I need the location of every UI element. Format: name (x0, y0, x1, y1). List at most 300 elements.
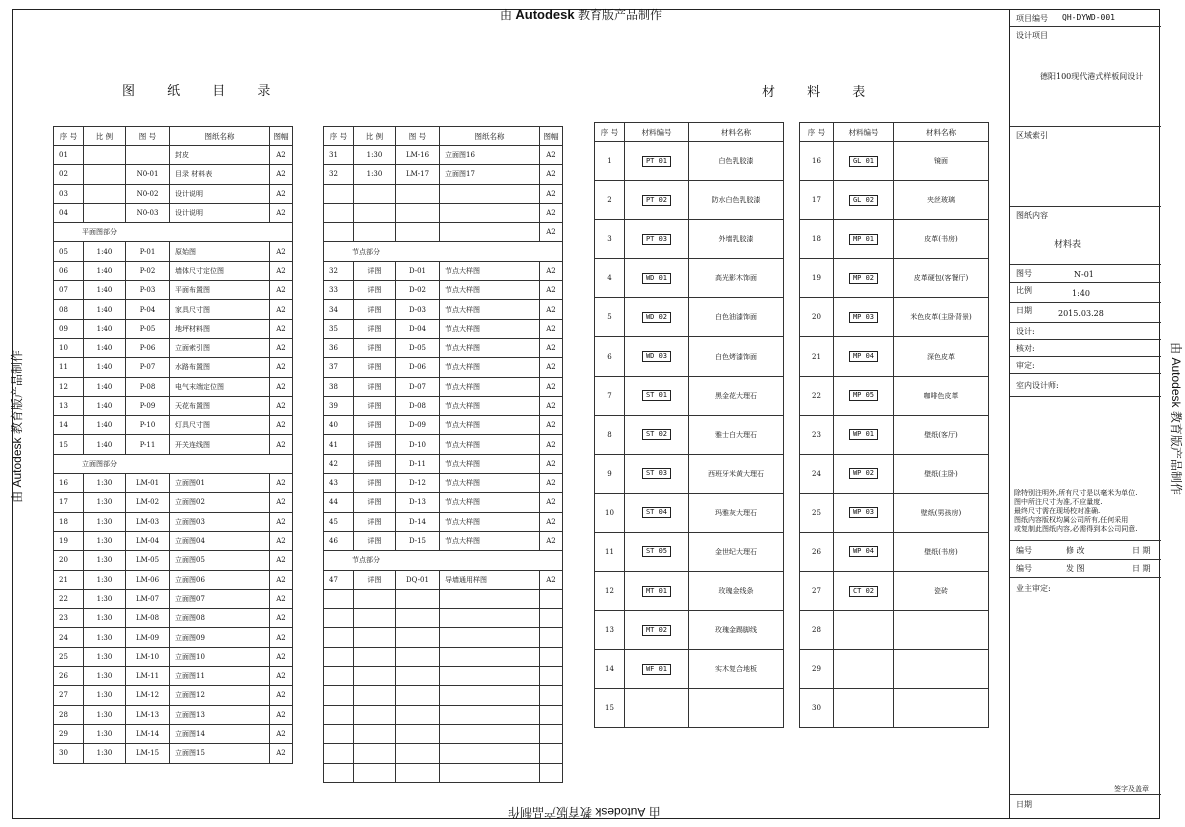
table-row (800, 220, 989, 259)
cell-no: 08 (54, 300, 84, 319)
notes-row (1010, 397, 1161, 541)
cell-size: A2 (540, 570, 563, 589)
table-row (595, 181, 784, 220)
cell-size: A2 (270, 358, 293, 377)
cell-scale: 1:30 (84, 551, 126, 570)
cell-code (396, 609, 440, 628)
designer-label: 室内设计师: (1016, 381, 1059, 390)
area-index-label: 区域索引 (1016, 131, 1048, 140)
material-code-tag: ST 05 (642, 546, 671, 557)
header-material-code: 材料编号 (834, 123, 894, 142)
material-code-tag: WD 01 (642, 273, 671, 284)
cell-no: 26 (800, 532, 834, 571)
cell-scale: 详图 (354, 261, 396, 280)
cell-size (540, 724, 563, 743)
revision-row (1010, 541, 1161, 560)
cell-material-code (625, 493, 689, 532)
table-row (324, 686, 563, 705)
cell-size: A2 (270, 474, 293, 493)
cell-no: 25 (54, 647, 84, 666)
cell-name: 节点大样图 (440, 377, 540, 396)
table-row (324, 184, 563, 203)
material-code-tag: MP 04 (849, 351, 878, 362)
cell-material-name (894, 650, 989, 689)
cell-scale: 详图 (354, 416, 396, 435)
cell-scale: 1:40 (84, 281, 126, 300)
area-index-row (1010, 127, 1161, 207)
cell-scale: 1:40 (84, 319, 126, 338)
table-row (324, 744, 563, 763)
cell-scale: 1:30 (354, 165, 396, 184)
cell-material-code (625, 376, 689, 415)
cell-material-name: 瓷砖 (894, 572, 989, 611)
cell-name: 立面图14 (170, 724, 270, 743)
cell-code: LM-14 (126, 724, 170, 743)
cell-no: 04 (54, 203, 84, 222)
cell-no (324, 223, 354, 242)
cell-material-name: 金世纪大理石 (689, 532, 784, 571)
table-row (324, 281, 563, 300)
material-code-tag: MT 01 (642, 586, 671, 597)
cell-size: A2 (540, 203, 563, 222)
final-date-label: 日期 (1016, 800, 1032, 809)
cell-code (396, 203, 440, 222)
table-row (54, 744, 293, 763)
note-line: 图中所注尺寸为准,不应量度. (1014, 498, 1103, 506)
cell-material-code (834, 493, 894, 532)
cell-name: 水路布置图 (170, 358, 270, 377)
cell-size: A2 (540, 358, 563, 377)
material-code-tag: GL 01 (849, 156, 878, 167)
cell-name (440, 223, 540, 242)
header-scale: 比 例 (354, 127, 396, 146)
cell-scale (354, 763, 396, 782)
cell-name: 节点大样图 (440, 531, 540, 550)
revision-date-label: 日 期 (1132, 546, 1151, 555)
cell-size: A2 (540, 454, 563, 473)
cell-no: 06 (54, 261, 84, 280)
cell-no: 39 (324, 396, 354, 415)
cell-size (540, 686, 563, 705)
cell-code: N0-01 (126, 165, 170, 184)
owner-approval-row (1010, 578, 1161, 795)
cell-size: A2 (270, 531, 293, 550)
cell-material-code (625, 532, 689, 571)
section-group-label: 立面图部分 (54, 454, 293, 473)
cell-code: P-08 (126, 377, 170, 396)
section-group-label: 节点部分 (324, 242, 563, 261)
cell-name: 立面图07 (170, 589, 270, 608)
cell-material-name (894, 689, 989, 728)
date-label: 日期 (1016, 306, 1032, 315)
cell-code: D-12 (396, 474, 440, 493)
cell-no: 4 (595, 259, 625, 298)
cell-no: 24 (54, 628, 84, 647)
cell-scale: 1:30 (84, 493, 126, 512)
cell-name: 设计说明 (170, 184, 270, 203)
cell-code: D-07 (396, 377, 440, 396)
cell-name (440, 744, 540, 763)
cell-code: D-02 (396, 281, 440, 300)
table-row (324, 165, 563, 184)
material-code-tag: PT 03 (642, 234, 671, 245)
material-table-left (594, 122, 784, 728)
table-row (324, 474, 563, 493)
cell-material-code (625, 611, 689, 650)
cell-no: 17 (800, 181, 834, 220)
table-row (54, 203, 293, 222)
material-code-tag: ST 03 (642, 468, 671, 479)
cell-name: 平面布置图 (170, 281, 270, 300)
cell-material-name: 玫瑰金踢脚线 (689, 611, 784, 650)
cell-material-name: 实木复合地板 (689, 650, 784, 689)
project-no-value: QH-DYWD-001 (1062, 13, 1115, 22)
final-date-row (1010, 795, 1161, 819)
cell-code: LM-09 (126, 628, 170, 647)
material-code-tag: WP 02 (849, 468, 878, 479)
cell-scale: 1:30 (84, 647, 126, 666)
cell-name: 节点大样图 (440, 338, 540, 357)
cell-no: 21 (800, 337, 834, 376)
design-project-label: 设计项目 (1016, 31, 1048, 40)
revision-label: 修 改 (1066, 546, 1085, 555)
cell-no: 10 (595, 493, 625, 532)
cell-size: A2 (540, 416, 563, 435)
material-code-tag: WP 03 (849, 507, 878, 518)
table-row (54, 474, 293, 493)
cell-material-name: 深色皮革 (894, 337, 989, 376)
table-row (324, 146, 563, 165)
cell-no: 47 (324, 570, 354, 589)
cell-name: 家具尺寸图 (170, 300, 270, 319)
cell-code: P-10 (126, 416, 170, 435)
cell-no: 29 (54, 724, 84, 743)
cell-name: 节点大样图 (440, 319, 540, 338)
cell-no: 19 (800, 259, 834, 298)
cell-no: 16 (800, 142, 834, 181)
table-row (595, 376, 784, 415)
cell-no (324, 705, 354, 724)
cell-no: 15 (595, 689, 625, 728)
cell-code: D-03 (396, 300, 440, 319)
cell-no: 14 (595, 650, 625, 689)
cell-no: 7 (595, 376, 625, 415)
review-row (1010, 357, 1161, 374)
cell-no: 8 (595, 415, 625, 454)
table-row (595, 142, 784, 181)
cell-size (540, 647, 563, 666)
project-no-row (1010, 9, 1161, 27)
cell-scale: 1:30 (84, 744, 126, 763)
cell-scale: 1:30 (84, 512, 126, 531)
sign-label: 签字及盖章 (1114, 785, 1149, 793)
table-row (595, 259, 784, 298)
cell-material-code (625, 142, 689, 181)
cell-material-code (834, 298, 894, 337)
table-row (595, 689, 784, 728)
cell-scale (84, 146, 126, 165)
cell-code: LM-13 (126, 705, 170, 724)
note-line: 最终尺寸需在现场校对准确. (1014, 507, 1101, 515)
cell-name: 立面图01 (170, 474, 270, 493)
cell-size: A2 (270, 724, 293, 743)
cell-name (440, 705, 540, 724)
cell-scale (354, 667, 396, 686)
cell-name: 立面图15 (170, 744, 270, 763)
cell-name: 目录 材料表 (170, 165, 270, 184)
cell-name: 立面图08 (170, 609, 270, 628)
table-row (54, 319, 293, 338)
table-row (324, 609, 563, 628)
note-line: 或复制此图纸内容,必需得到本公司同意. (1014, 525, 1138, 533)
cell-no: 27 (800, 572, 834, 611)
cell-scale: 详图 (354, 377, 396, 396)
cell-no: 16 (54, 474, 84, 493)
table-row (800, 572, 989, 611)
designer-row (1010, 374, 1161, 397)
table-row (800, 689, 989, 728)
cell-material-code (834, 181, 894, 220)
cell-material-name: 夹丝玻璃 (894, 181, 989, 220)
cell-scale (354, 184, 396, 203)
scale-row (1010, 283, 1161, 303)
cell-code (396, 724, 440, 743)
cell-size: A2 (540, 319, 563, 338)
cell-size (540, 763, 563, 782)
drawing-no-label: 图号 (1016, 269, 1032, 278)
cell-name: 立面图10 (170, 647, 270, 666)
table-row (595, 493, 784, 532)
cell-size (540, 609, 563, 628)
cell-size: A2 (270, 686, 293, 705)
cell-code: LM-04 (126, 531, 170, 550)
cell-name: 封皮 (170, 146, 270, 165)
table-row (595, 220, 784, 259)
cell-scale: 1:40 (84, 300, 126, 319)
cell-no: 43 (324, 474, 354, 493)
cell-material-code (834, 532, 894, 571)
cell-size: A2 (270, 493, 293, 512)
cell-name (440, 667, 540, 686)
cell-no: 2 (595, 181, 625, 220)
cell-size: A2 (270, 203, 293, 222)
cell-no: 01 (54, 146, 84, 165)
table-row (324, 454, 563, 473)
cell-material-name (689, 689, 784, 728)
cell-code: P-03 (126, 281, 170, 300)
cell-name: 灯具尺寸图 (170, 416, 270, 435)
cell-scale: 1:40 (84, 396, 126, 415)
cell-no: 17 (54, 493, 84, 512)
table-row (800, 532, 989, 571)
cell-size: A2 (270, 338, 293, 357)
cell-name: 立面图04 (170, 531, 270, 550)
cell-code: P-01 (126, 242, 170, 261)
cell-name: 节点大样图 (440, 300, 540, 319)
cell-code: DQ-01 (396, 570, 440, 589)
cell-material-code (625, 259, 689, 298)
cell-name (440, 724, 540, 743)
material-code-tag: MT 02 (642, 625, 671, 636)
cell-scale: 1:30 (84, 474, 126, 493)
table-row (54, 416, 293, 435)
cell-no: 22 (54, 589, 84, 608)
cell-size: A2 (270, 261, 293, 280)
cell-no: 09 (54, 319, 84, 338)
cell-material-code (625, 181, 689, 220)
material-code-tag: WP 01 (849, 429, 878, 440)
cell-name: 立面图03 (170, 512, 270, 531)
cell-no: 24 (800, 454, 834, 493)
cell-material-code (625, 415, 689, 454)
material-code-tag: PT 02 (642, 195, 671, 206)
cell-size: A2 (270, 300, 293, 319)
cell-no (324, 724, 354, 743)
cell-size: A2 (540, 338, 563, 357)
cell-scale: 1:40 (84, 338, 126, 357)
cell-material-code (625, 220, 689, 259)
cell-code: D-10 (396, 435, 440, 454)
table-row (595, 454, 784, 493)
cell-no: 12 (595, 572, 625, 611)
cell-name: 立面图12 (170, 686, 270, 705)
cell-code: LM-03 (126, 512, 170, 531)
table-row (54, 165, 293, 184)
table-row (324, 203, 563, 222)
cell-code: D-05 (396, 338, 440, 357)
cell-name (440, 589, 540, 608)
cell-code (126, 146, 170, 165)
cell-code: P-09 (126, 396, 170, 415)
cell-name: 立面图05 (170, 551, 270, 570)
cell-name: 墙体尺寸定位图 (170, 261, 270, 280)
table-row (324, 570, 563, 589)
cell-no: 21 (54, 570, 84, 589)
table-row (324, 763, 563, 782)
cell-scale (354, 705, 396, 724)
cell-size: A2 (270, 416, 293, 435)
cell-material-code (625, 337, 689, 376)
table-row (324, 628, 563, 647)
table-row (54, 358, 293, 377)
cell-scale (354, 223, 396, 242)
cell-scale: 详图 (354, 396, 396, 415)
cell-material-name: 壁纸(客厅) (894, 415, 989, 454)
table-row (324, 551, 563, 570)
cell-no: 28 (800, 611, 834, 650)
cell-name (440, 628, 540, 647)
table-row (324, 667, 563, 686)
cell-size: A2 (540, 184, 563, 203)
header-code: 图 号 (396, 127, 440, 146)
table-row (54, 667, 293, 686)
cell-size: A2 (540, 165, 563, 184)
review-label: 审定: (1016, 361, 1035, 370)
cell-material-name: 玛雅灰大理石 (689, 493, 784, 532)
cell-code (396, 705, 440, 724)
cell-scale: 1:30 (84, 705, 126, 724)
cell-size: A2 (270, 184, 293, 203)
cell-material-name: 雅士白大理石 (689, 415, 784, 454)
table-row (54, 242, 293, 261)
table-row (800, 454, 989, 493)
title-block (1009, 9, 1160, 819)
cell-material-name: 玫瑰金线条 (689, 572, 784, 611)
cell-name: 电气末端定位图 (170, 377, 270, 396)
cell-material-name: 白色乳胶漆 (689, 142, 784, 181)
watermark-brand: Autodesk (515, 7, 575, 22)
cell-size: A2 (540, 300, 563, 319)
cell-material-code (834, 611, 894, 650)
cell-code: LM-02 (126, 493, 170, 512)
drawing-index-table-right (323, 126, 563, 783)
scale-label: 比例 (1016, 286, 1032, 295)
cell-material-name: 咖啡色皮革 (894, 376, 989, 415)
table-row (324, 647, 563, 666)
material-table-title: 材 料 表 (762, 85, 880, 100)
cell-no: 18 (800, 220, 834, 259)
cell-code: LM-17 (396, 165, 440, 184)
cell-no: 11 (595, 532, 625, 571)
design-project-row (1010, 27, 1161, 127)
cell-material-name: 防水白色乳胶漆 (689, 181, 784, 220)
table-row (54, 493, 293, 512)
cell-no: 13 (54, 396, 84, 415)
cell-material-name: 皮革硬包(客餐厅) (894, 259, 989, 298)
cell-name: 开关连线图 (170, 435, 270, 454)
cell-no: 25 (800, 493, 834, 532)
cell-name: 原始图 (170, 242, 270, 261)
cell-no: 45 (324, 512, 354, 531)
watermark-bottom: 由 Autodesk 教育版产品制作 (508, 805, 661, 819)
cell-scale: 1:40 (84, 435, 126, 454)
table-row (800, 493, 989, 532)
cell-scale (84, 203, 126, 222)
table-row (324, 319, 563, 338)
cell-scale: 1:30 (84, 531, 126, 550)
table-row (54, 609, 293, 628)
cell-size: A2 (540, 146, 563, 165)
cell-code: LM-08 (126, 609, 170, 628)
cell-no (324, 686, 354, 705)
cell-code: LM-16 (396, 146, 440, 165)
project-no-label: 项目编号 (1016, 14, 1048, 23)
cell-name: 节点大样图 (440, 493, 540, 512)
cell-scale: 详图 (354, 570, 396, 589)
cell-size: A2 (270, 512, 293, 531)
cell-name: 节点大样图 (440, 261, 540, 280)
cell-name: 立面图16 (440, 146, 540, 165)
cell-size: A2 (270, 667, 293, 686)
table-row (595, 611, 784, 650)
table-row (324, 396, 563, 415)
cell-no: 27 (54, 686, 84, 705)
cell-code (396, 667, 440, 686)
table-row (54, 589, 293, 608)
cell-size: A2 (270, 744, 293, 763)
table-row (324, 261, 563, 280)
cell-size (540, 628, 563, 647)
cell-scale: 详图 (354, 281, 396, 300)
material-code-tag: MP 01 (849, 234, 878, 245)
cell-size: A2 (270, 589, 293, 608)
cell-name: 立面图11 (170, 667, 270, 686)
cell-scale: 1:30 (84, 628, 126, 647)
table-row (54, 551, 293, 570)
cell-material-code (834, 259, 894, 298)
cell-scale: 1:30 (84, 570, 126, 589)
cell-code: N0-03 (126, 203, 170, 222)
